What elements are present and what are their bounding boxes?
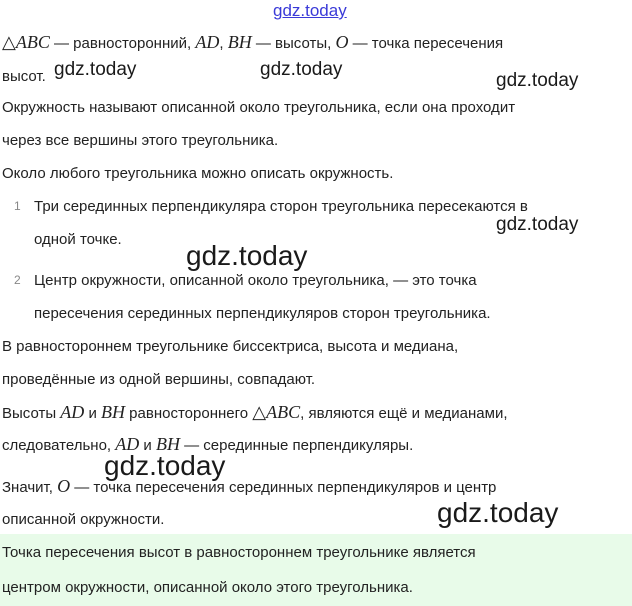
- text: — серединные перпендикуляры.: [179, 437, 414, 454]
- heights-line: [2, 402, 508, 423]
- math-o: O: [57, 476, 71, 496]
- circumcircle-line: описанной окружности.: [2, 511, 165, 528]
- given-text-1: — равносторонний,: [49, 35, 196, 52]
- given-text-3: — точка пересечения: [348, 35, 504, 52]
- text: Значит,: [2, 479, 58, 496]
- math-bh: BH: [155, 434, 180, 454]
- watermark: gdz.today: [104, 450, 226, 481]
- list-number: 1: [14, 199, 21, 213]
- text: Высоты: [2, 405, 61, 422]
- text: , являются ещё и медианами,: [300, 405, 508, 422]
- list-item-1-line-a: Три серединных перпендикуляра сторон треугольника пересекаются в: [34, 198, 528, 215]
- conclusion-line-a: Точка пересечения высот в равностороннем треугольнике является: [2, 544, 476, 561]
- equilateral-property-line-2: проведённые из одной вершины, совпадают.: [2, 371, 316, 388]
- math-o: O: [335, 32, 349, 52]
- watermark: gdz.today: [496, 70, 579, 91]
- list-item-1-line-b: одной точке.: [34, 231, 122, 248]
- triangle-symbol: △: [252, 402, 267, 422]
- text: и: [84, 405, 102, 422]
- text: и: [139, 437, 156, 454]
- watermark: gdz.today: [186, 240, 308, 271]
- conclusion-line-b: центром окружности, описанной около этого треугольника.: [2, 579, 413, 596]
- text: равностороннего: [125, 405, 253, 422]
- given-line-2: высот.: [2, 68, 46, 85]
- math-bh: BH: [227, 32, 252, 52]
- triangle-symbol: △: [2, 32, 16, 52]
- math-abc: ABC: [15, 32, 50, 52]
- watermark: gdz.today: [437, 497, 559, 528]
- text: — точка пересечения серединных перпендикуляров и центр: [70, 479, 497, 496]
- text: следовательно,: [2, 437, 116, 454]
- watermark: gdz.today: [496, 214, 579, 235]
- math-bh: BH: [101, 402, 126, 422]
- given-text-2: — высоты,: [251, 35, 336, 52]
- definition-line-1: Окружность называют описанной около треугольника, если она проходит: [2, 99, 516, 116]
- list-item-2-line-b: пересечения серединных перпендикуляров сторон треугольника.: [34, 305, 491, 322]
- math-abc: ABC: [266, 402, 301, 422]
- conclusion-point-line: [2, 476, 496, 497]
- watermark: gdz.today: [54, 59, 137, 80]
- math-ad: AD: [60, 402, 85, 422]
- list-item-2-line-a: Центр окружности, описанной около треугольника, — это точка: [34, 272, 477, 289]
- watermark-top: gdz.today: [273, 1, 347, 20]
- list-number: 2: [14, 273, 21, 287]
- definition-line-2: через все вершины этого треугольника.: [2, 132, 279, 149]
- equilateral-property-line-1: В равностороннем треугольнике биссектриса, высота и медиана,: [2, 338, 459, 355]
- math-ad: AD: [195, 32, 220, 52]
- watermark: gdz.today: [260, 59, 343, 80]
- statement-line: Около любого треугольника можно описать окружность.: [2, 165, 394, 182]
- comma: ,: [219, 35, 228, 52]
- math-ad: AD: [115, 434, 140, 454]
- given-line: [2, 32, 503, 53]
